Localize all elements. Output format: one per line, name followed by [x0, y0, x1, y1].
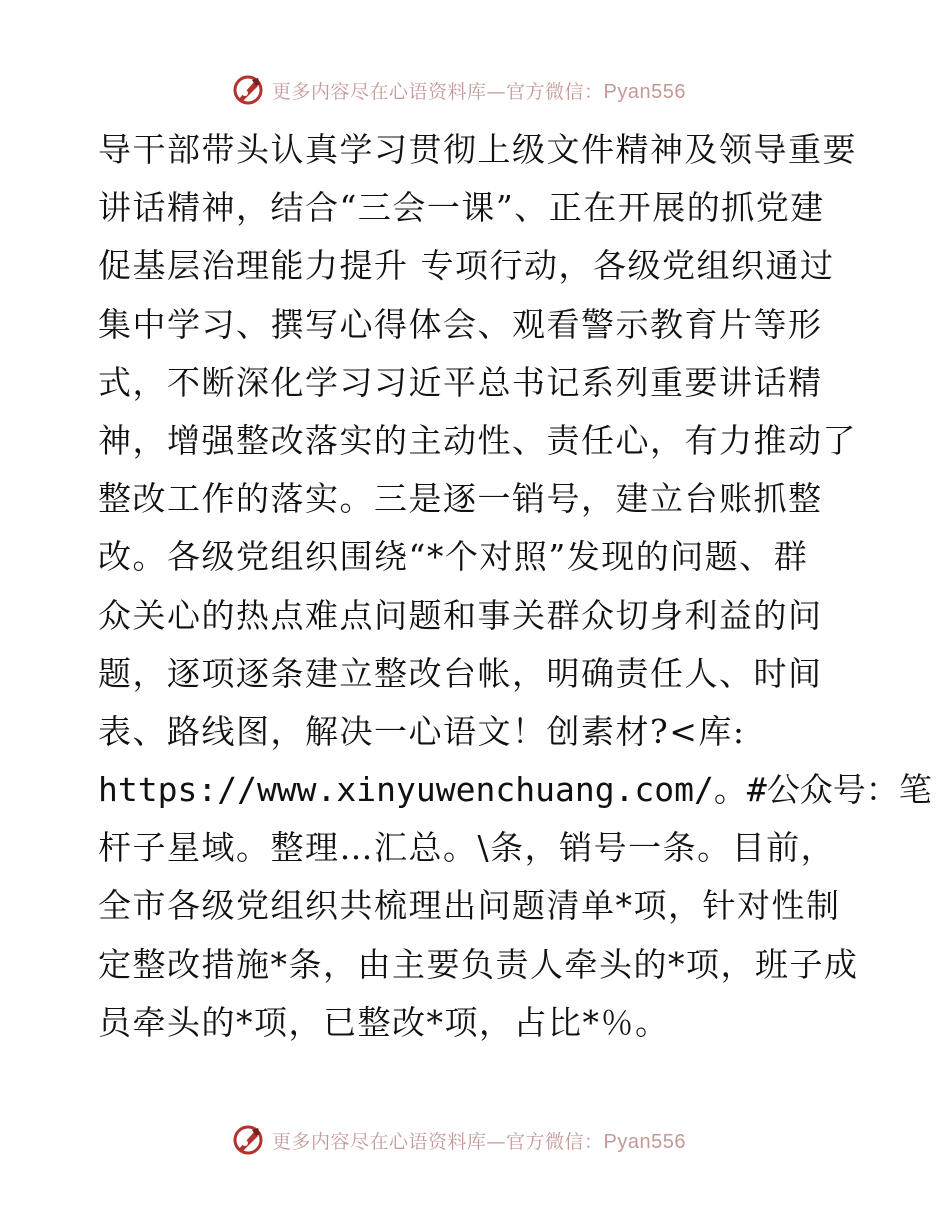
body-line: 整改工作的落实。三是逐一销号，建立台账抓整	[98, 479, 823, 519]
footer-watermark-handle: Pyan556	[603, 1130, 686, 1153]
body-line: 神，增强整改落实的主动性、责任心，有力推动了	[98, 420, 857, 460]
body-line: 定整改措施*条，由主要负责人牵头的*项，班子成	[98, 944, 859, 984]
body-line: 杆子星域。整理…汇总。\条，销号一条。目前，	[98, 828, 836, 868]
body-line: 众关心的热点难点问题和事关群众切身利益的问	[98, 595, 823, 635]
body-line-url: https://www.xinyuwenchuang.com/。#公众号：笔	[98, 770, 932, 810]
brand-logo-icon	[232, 74, 264, 106]
header-watermark-text: 更多内容尽在心语资料库—官方微信：	[272, 80, 604, 103]
body-line: 讲话精神，结合“三会一课”、正在开展的抓党建	[98, 188, 825, 228]
footer-watermark-text: 更多内容尽在心语资料库—官方微信：	[272, 1130, 604, 1153]
header-watermark-handle: Pyan556	[603, 80, 686, 103]
document-body	[98, 121, 932, 1052]
body-line: 题，逐项逐条建立整改台帐，明确责任人、时间	[98, 653, 823, 693]
header-watermark	[232, 70, 686, 110]
body-line: 改。各级党组织围绕“*个对照”发现的问题、群	[98, 537, 809, 577]
body-line: 集中学习、撰写心得体会、观看警示教育片等形	[98, 304, 823, 344]
body-line: 员牵头的*项，已整改*项，占比*％。	[98, 1002, 670, 1042]
body-line: 表、路线图，解决一心语文！创素材?<库:	[98, 711, 746, 751]
body-line: 全市各级党组织共梳理出问题清单*项，针对性制	[98, 886, 841, 926]
body-line: 促基层治理能力提升 专项行动，各级党组织通过	[98, 246, 835, 286]
body-line: 式，不断深化学习习近平总书记系列重要讲话精	[98, 362, 823, 402]
body-line: 导干部带头认真学习贯彻上级文件精神及领导重要	[98, 130, 857, 169]
footer-watermark	[232, 1120, 686, 1160]
brand-logo-icon	[232, 1124, 264, 1156]
